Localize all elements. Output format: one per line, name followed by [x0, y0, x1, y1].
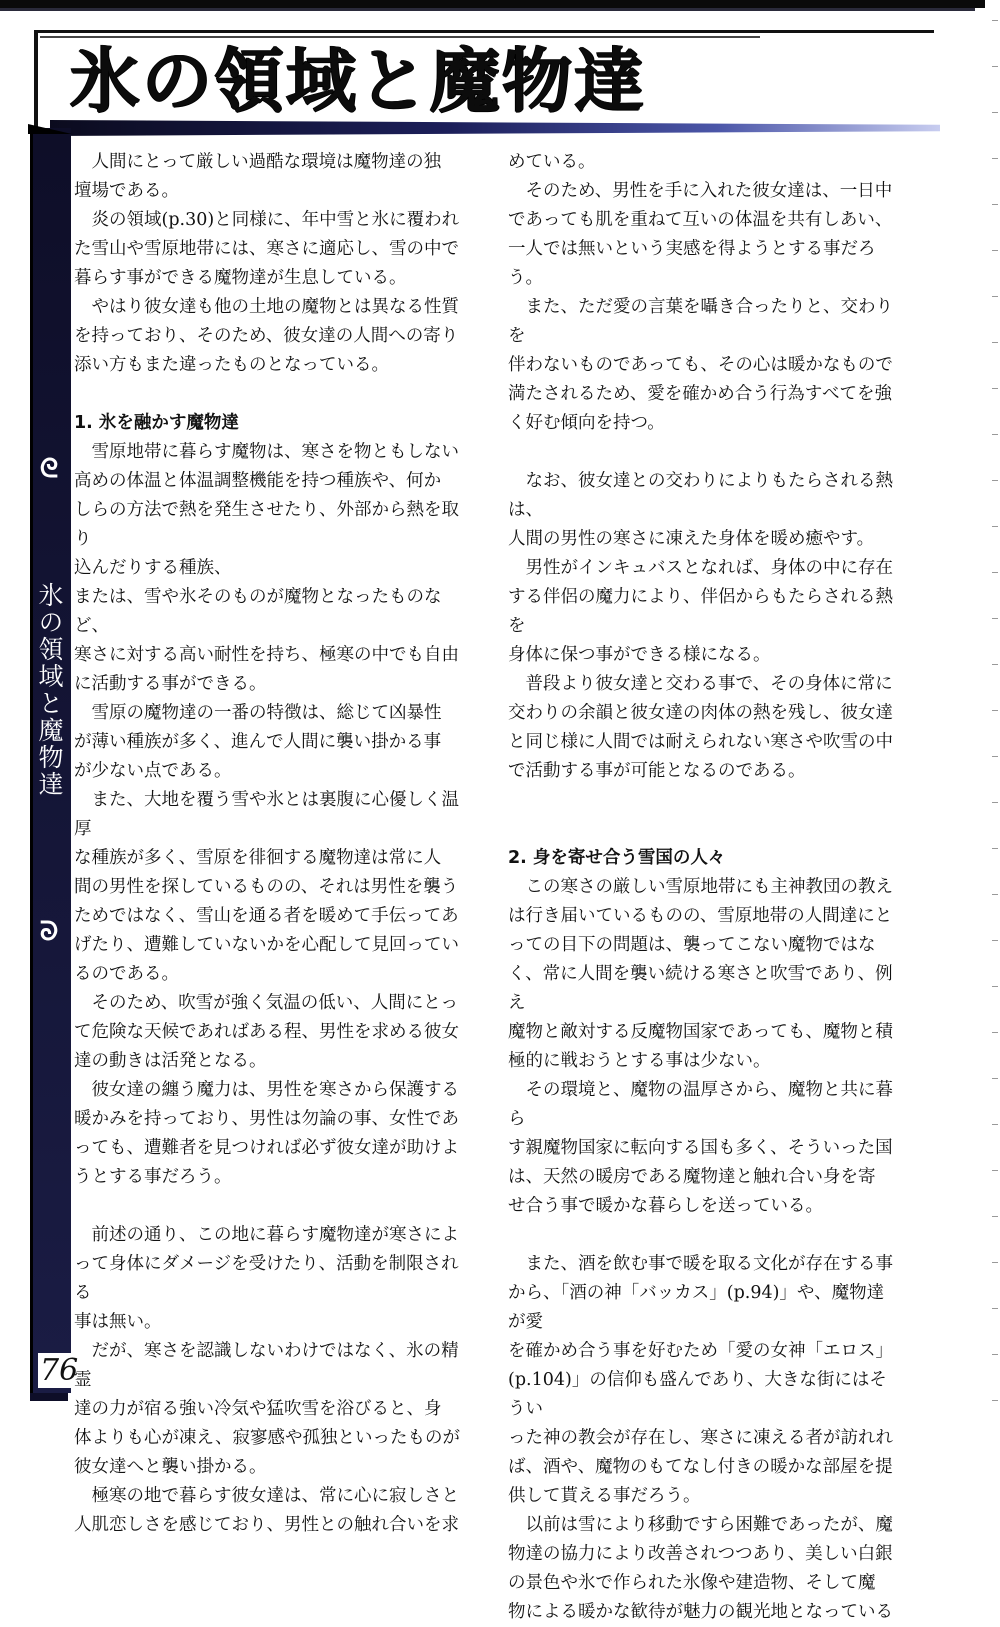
- text-line: って身体にダメージを受けたり、活動を制限される: [74, 1254, 459, 1303]
- text-line: また、大地を覆う雪や氷とは裏腹に心優しく温厚: [74, 790, 459, 839]
- text-line: 極的に戦おうとする事は少ない。: [508, 1051, 771, 1071]
- edge-mark: [992, 296, 998, 297]
- text-line: 雪原地帯に暮らす魔物は、寒さを物ともしない: [91, 442, 459, 462]
- text-column-left: [74, 148, 474, 1540]
- text-line: った神の教会が存在し、寒さに凍える者が訪れれ: [508, 1428, 893, 1448]
- text-line: 男性がインキュバスとなれば、身体の中に存在: [525, 558, 893, 578]
- text-line: て危険な天候であればある程、男性を求める彼女: [74, 1022, 459, 1042]
- edge-mark: [992, 158, 998, 159]
- text-line: 高めの体温と体温調整機能を持つ種族や、何か: [74, 471, 442, 491]
- edge-mark: [992, 250, 998, 251]
- text-line: 普段より彼女達と交わる事で、その身体に常に: [525, 674, 893, 694]
- text-line: うとする事だろう。: [74, 1167, 232, 1187]
- text-line: が少ない点である。: [74, 761, 232, 781]
- text-line: 魔物と敵対する反魔物国家であっても、魔物と積: [508, 1022, 893, 1042]
- text-line: 以前は雪により移動ですら困難であったが、魔: [525, 1515, 893, 1535]
- side-title: 氷の領域と魔物達: [35, 582, 64, 798]
- text-line: な種族が多く、雪原を徘徊する魔物達は常に人: [74, 848, 442, 868]
- edge-mark: [992, 434, 998, 435]
- text-line: で活動する事が可能となるのである。: [508, 761, 806, 781]
- edge-mark: [992, 1262, 998, 1263]
- edge-mark: [992, 848, 998, 849]
- text-line: また、酒を飲む事で暖を取る文化が存在する事: [525, 1254, 893, 1274]
- text-line: であっても肌を重ねて互いの体温を共有しあい、: [508, 210, 893, 230]
- edge-mark: [992, 1400, 998, 1401]
- text-line: 交わりの余韻と彼女達の肉体の熱を残し、彼女達: [508, 703, 893, 723]
- text-line: 暖かみを持っており、男性は勿論の事、女性であ: [74, 1109, 459, 1129]
- edge-mark: [992, 1124, 998, 1125]
- text-line: っての目下の問題は、襲ってこない魔物ではな: [508, 935, 876, 955]
- edge-mark: [992, 940, 998, 941]
- edge-mark: [992, 112, 998, 113]
- text-line: また、ただ愛の言葉を囁き合ったりと、交わりを: [508, 297, 893, 346]
- text-line: 体よりも心が凍え、寂寥感や孤独といったものが: [74, 1428, 461, 1448]
- paragraph-gap: [74, 1192, 474, 1221]
- paragraph-gap: [508, 786, 900, 815]
- text-line: 前述の通り、この地に暮らす魔物達が寒さによ: [91, 1225, 459, 1245]
- text-line: 人間の男性の寒さに凍えた身体を暖め癒やす。: [508, 529, 875, 549]
- edge-mark: [992, 1078, 998, 1079]
- text-line: その環境と、魔物の温厚さから、魔物と共に暮ら: [508, 1080, 893, 1129]
- section-heading: 1. 氷を融かす魔物達: [74, 413, 239, 433]
- header-frame-top: [34, 30, 934, 33]
- text-line: 込んだりする種族、: [74, 558, 232, 578]
- text-line: 身体に保つ事ができる様になる。: [508, 645, 771, 665]
- text-line: げたり、遭難していないかを心配して見回ってい: [74, 935, 459, 955]
- paragraph-gap: [508, 1221, 900, 1250]
- text-line: 寒さに対する高い耐性を持ち、極寒の中でも自由: [74, 645, 459, 665]
- text-line: から、「酒の神「バッカス」(p.94)」や、魔物達が愛: [508, 1283, 885, 1332]
- swirl-ornament-icon: ᘓ: [39, 454, 59, 484]
- right-edge-marks: [986, 0, 1000, 1414]
- edge-mark: [992, 894, 998, 895]
- page-number: 76: [40, 1353, 79, 1388]
- edge-mark: [992, 388, 998, 389]
- edge-mark: [992, 710, 998, 711]
- header-gradient-bar: [50, 120, 940, 136]
- text-line: 添い方もまた違ったものとなっている。: [74, 355, 389, 375]
- text-line: だが、寒さを認識しないわけではなく、氷の精霊: [74, 1341, 459, 1390]
- edge-mark: [992, 664, 998, 665]
- edge-mark: [992, 618, 998, 619]
- text-line: るのである。: [74, 964, 179, 984]
- text-line: 彼女達の纏う魔力は、男性を寒さから保護する: [91, 1080, 459, 1100]
- text-line: に活動する事ができる。: [74, 674, 267, 694]
- top-border-bar-inner: [0, 8, 975, 11]
- text-line: やはり彼女達も他の土地の魔物とは異なる性質: [91, 297, 459, 317]
- text-line: く、常に人間を襲い続ける寒さと吹雪であり、例え: [508, 964, 893, 1013]
- text-line: なお、彼女達との交わりによりもたらされる熱は、: [508, 471, 893, 520]
- text-line: せ合う事で暖かな暮らしを送っている。: [508, 1196, 823, 1216]
- text-line: 事は無い。: [74, 1312, 162, 1332]
- text-line: 物達の協力により改善されつつあり、美しい白銀: [508, 1544, 893, 1564]
- text-line: 供して貰える事だろう。: [508, 1486, 701, 1506]
- text-line: 彼女達へと襲い掛かる。: [74, 1457, 267, 1477]
- text-line: しらの方法で熱を発生させたり、外部から熱を取り: [74, 500, 459, 549]
- text-line: が薄い種族が多く、進んで人間に襲い掛かる事: [74, 732, 442, 752]
- edge-mark: [992, 756, 998, 757]
- text-line: 満たされるため、愛を確かめ合う行為すべてを強: [508, 384, 892, 404]
- edge-mark: [992, 20, 998, 21]
- text-line: と同じ様に人間では耐えられない寒さや吹雪の中: [508, 732, 893, 752]
- edge-mark: [992, 1216, 998, 1217]
- text-line: 壇場である。: [74, 181, 179, 201]
- text-line: (p.104)」の信仰も盛んであり、大きな街にはそうい: [508, 1370, 887, 1419]
- edge-mark: [992, 1354, 998, 1355]
- section-heading: 2. 身を寄せ合う雪国の人々: [508, 848, 726, 868]
- text-line: を持っており、そのため、彼女達の人間への寄り: [74, 326, 459, 346]
- text-line: 人間にとって厳しい過酷な環境は魔物達の独: [91, 152, 442, 172]
- text-line: ば、酒や、魔物のもてなし付きの暖かな部屋を提: [508, 1457, 893, 1477]
- edge-mark: [992, 802, 998, 803]
- text-line: 間の男性を探しているものの、それは男性を襲う: [74, 877, 459, 897]
- edge-mark: [992, 480, 998, 481]
- text-line: 達の力が宿る強い冷気や猛吹雪を浴びると、身: [74, 1399, 442, 1419]
- text-line: 炎の領域(p.30)と同様に、年中雪と氷に覆われ: [91, 210, 460, 230]
- paragraph-gap: [508, 815, 900, 844]
- swirl-ornament-icon: ᘐ: [39, 917, 59, 947]
- edge-mark: [992, 1032, 998, 1033]
- text-line: 一人では無いという実感を得ようとする事だろう。: [508, 239, 876, 288]
- text-line: 達の動きは活発となる。: [74, 1051, 267, 1071]
- text-line: 伴わないものであっても、その心は暖かなもので: [508, 355, 893, 375]
- edge-mark: [992, 526, 998, 527]
- text-line: を確かめ合う事を好むため「愛の女神「エロス」: [508, 1341, 893, 1361]
- page-title: 氷の領域と魔物達: [70, 40, 646, 122]
- edge-mark: [992, 342, 998, 343]
- text-line: 極寒の地で暮らす彼女達は、常に心に寂しさと: [91, 1486, 459, 1506]
- text-line: この寒さの厳しい雪原地帯にも主神教団の教え: [525, 877, 893, 897]
- edge-mark: [992, 66, 998, 67]
- edge-mark: [992, 1170, 998, 1171]
- header-frame-left: [34, 30, 38, 130]
- text-line: は行き届いているものの、雪原地帯の人間達にと: [508, 906, 893, 926]
- text-line: 物による暖かな歓待が魅力の観光地となっている: [508, 1602, 893, 1622]
- text-line: 人肌恋しさを感じており、男性との触れ合いを求: [74, 1515, 459, 1535]
- text-line: そのため、男性を手に入れた彼女達は、一日中: [525, 181, 893, 201]
- text-line: は、天然の暖房である魔物達と触れ合い身を寄: [508, 1167, 876, 1187]
- paragraph-gap: [74, 380, 474, 409]
- text-column-right: [508, 148, 900, 1627]
- text-line: または、雪や氷そのものが魔物となったものなど、: [74, 587, 442, 636]
- text-line: っても、遭難者を見つければ必ず彼女達が助けよ: [74, 1138, 459, 1158]
- text-line: 雪原の魔物達の一番の特徴は、総じて凶暴性: [91, 703, 442, 723]
- text-line: 暮らす事ができる魔物達が生息している。: [74, 268, 407, 288]
- edge-mark: [992, 1308, 998, 1309]
- text-line: めている。: [508, 152, 596, 172]
- text-line: そのため、吹雪が強く気温の低い、人間にとっ: [91, 993, 458, 1013]
- edge-mark: [992, 986, 998, 987]
- text-line: く好む傾向を持つ。: [508, 413, 665, 433]
- edge-mark: [992, 204, 998, 205]
- paragraph-gap: [508, 438, 900, 467]
- text-line: する伴侶の魔力により、伴侶からもたらされる熱を: [508, 587, 893, 636]
- text-line: の景色や氷で作られた氷像や建造物、そして魔: [508, 1573, 876, 1593]
- edge-mark: [992, 572, 998, 573]
- text-line: す親魔物国家に転向する国も多く、そういった国: [508, 1138, 893, 1158]
- top-border-bar: [0, 0, 985, 8]
- side-strip-bottom: [30, 1393, 68, 1401]
- text-line: た雪山や雪原地帯には、寒さに適応し、雪の中で: [74, 239, 459, 259]
- text-line: ためではなく、雪山を通る者を暖めて手伝ってあ: [74, 906, 459, 926]
